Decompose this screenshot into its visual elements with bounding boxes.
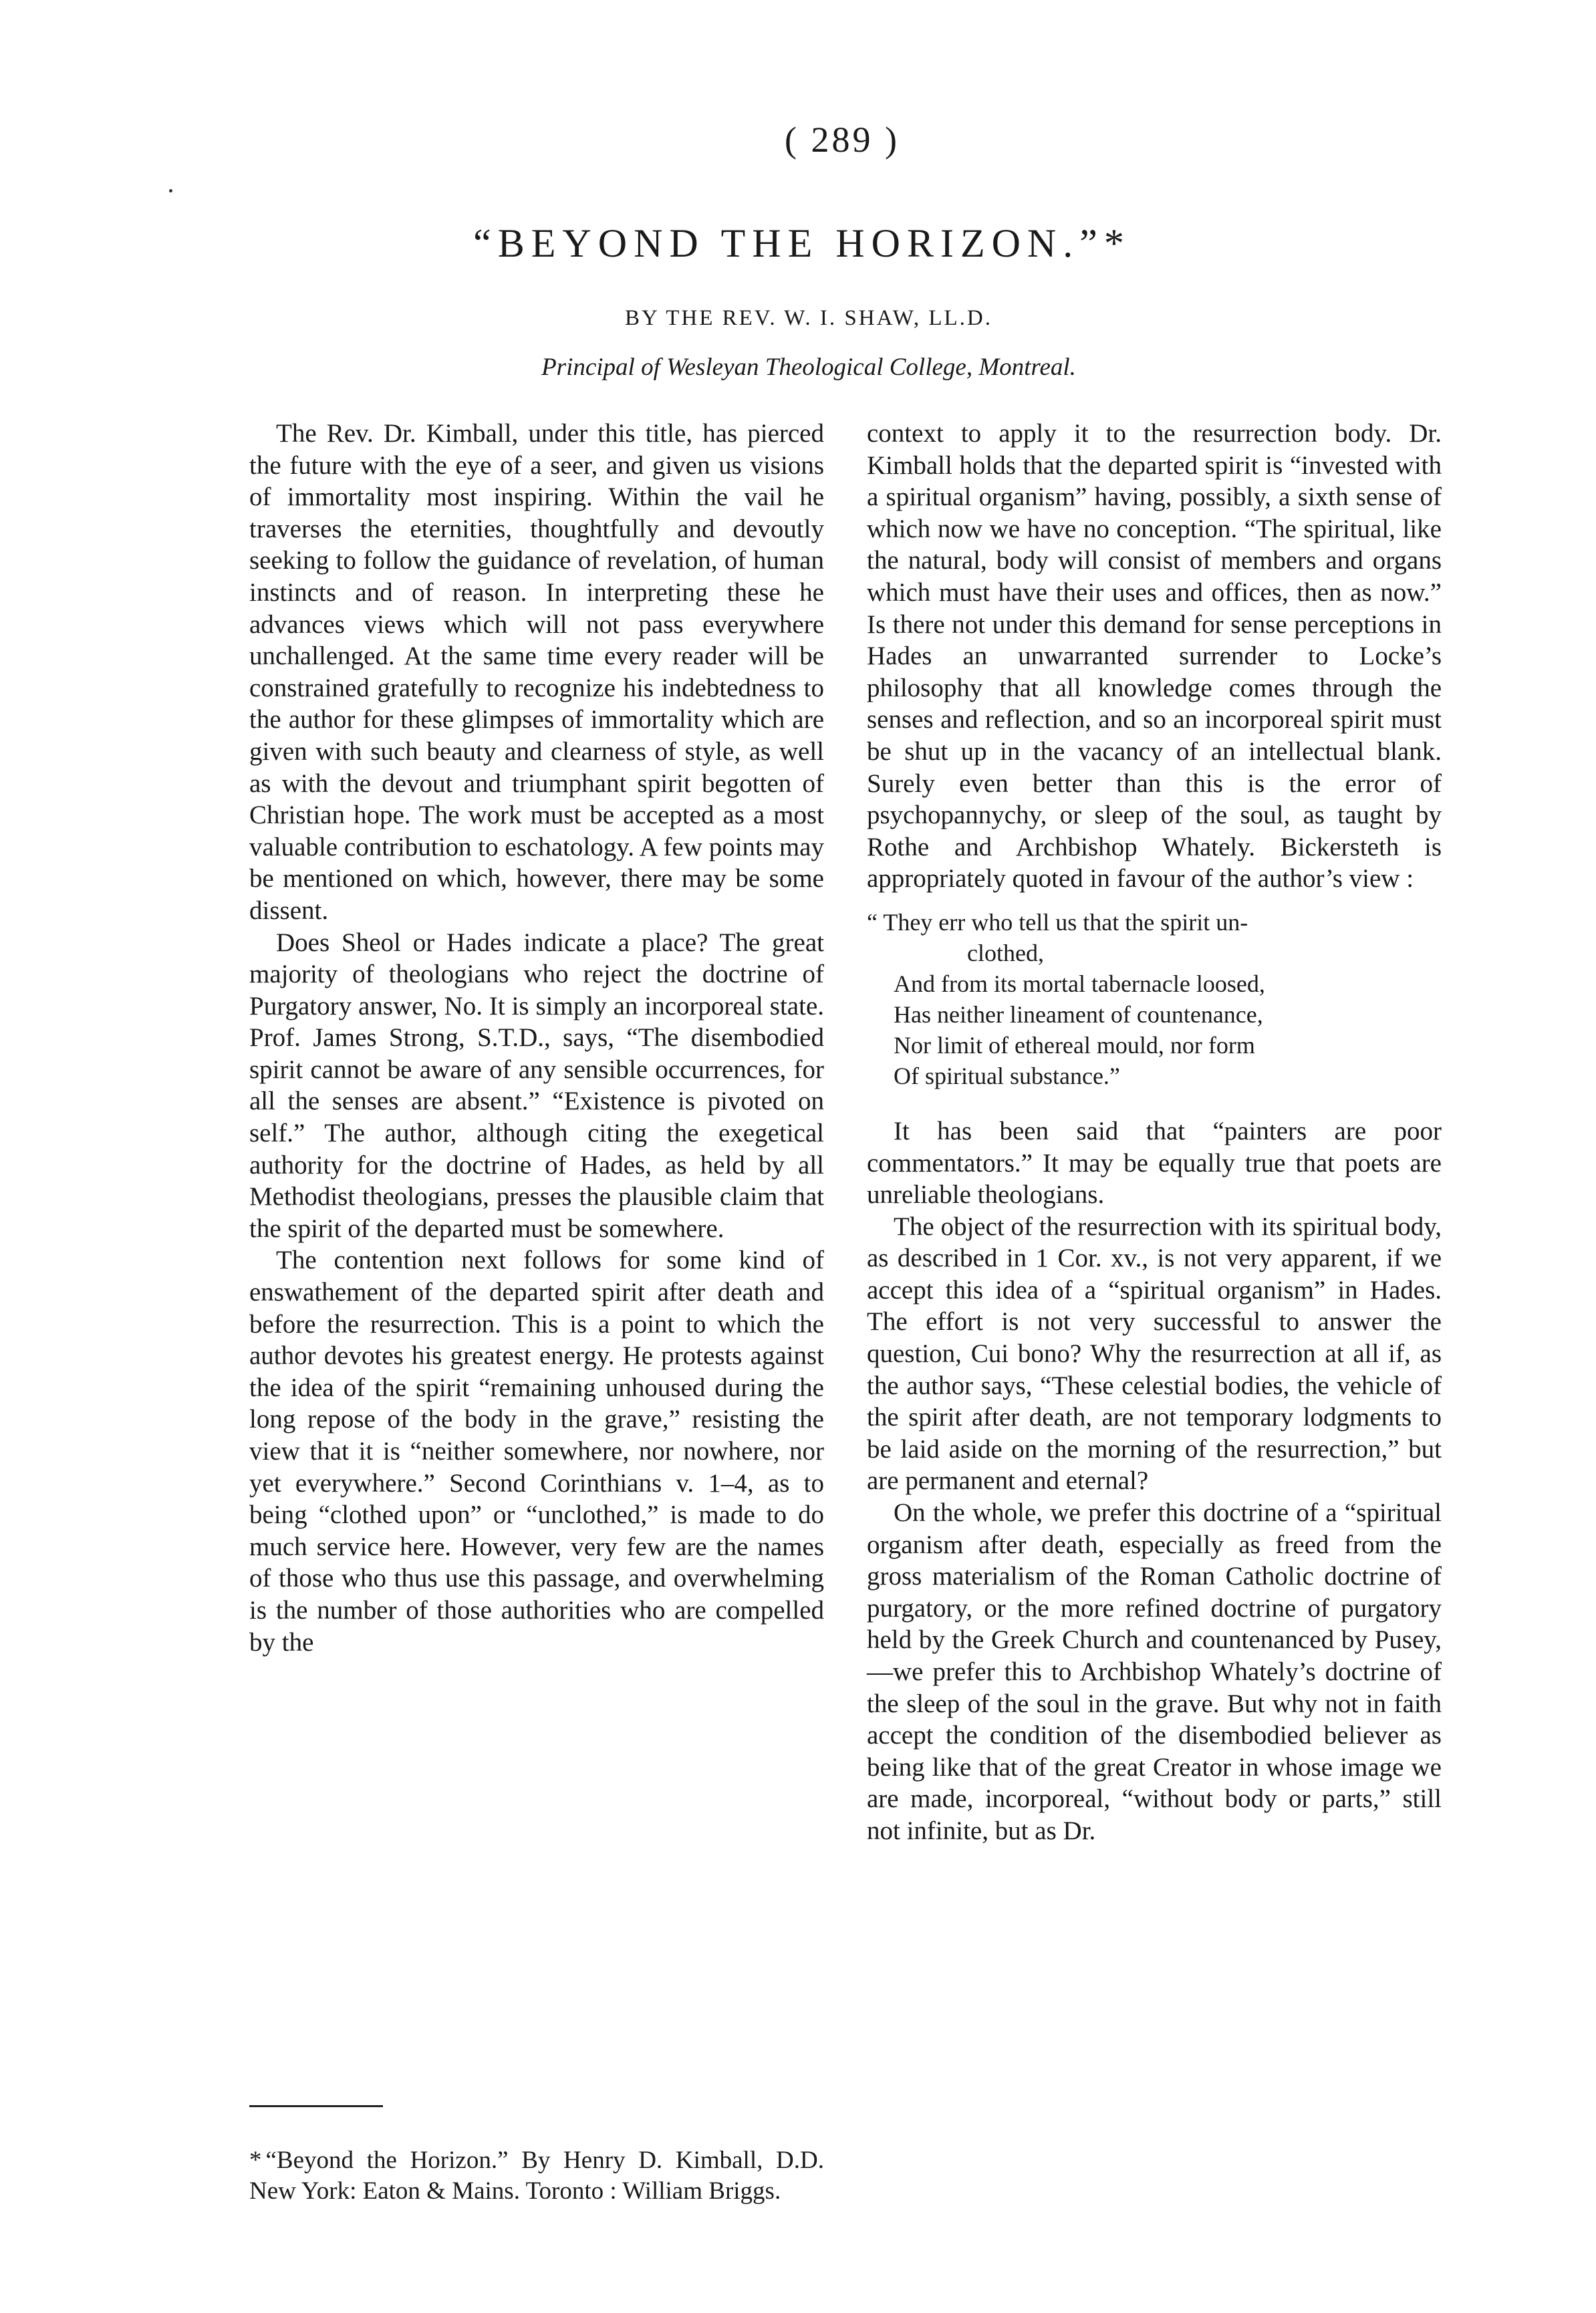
poem-line: Has neither lineament of countenance, (894, 1000, 1263, 1028)
paragraph: context to apply it to the resurrection body. Dr. Kimball holds that the departed spirit is “invested with a spiritual organism” having, possibly, a sixth sense of which now we have no conception. “The spiritual, like the natural, body will consist of members and organs which must have their uses and offices, then as now.” Is there not under this demand for sense perceptions in Hades an unwarranted surrender to Locke’s philosophy that all knowledge comes through the senses and reflection, and so an incorporeal spirit must be shut up in the vacancy of an intellectual blank. Surely even better than this is the error of psychopannychy, or sleep of the soul, as taught by Rothe and Archbishop Whately. Bickersteth is appropriately quoted in favour of the author’s view : (867, 419, 1442, 894)
poem-line: “ They err who tell us that the spirit un- (867, 908, 1248, 936)
left-column (249, 418, 824, 1658)
poem-line: clothed, (967, 939, 1044, 966)
poem-line: Of spiritual substance.” (894, 1062, 1120, 1089)
footnote-mark: * (249, 2147, 262, 2174)
paragraph: The Rev. Dr. Kimball, under this title, has pierced the future with the eye of a seer, and given us visions of immortality most inspiring. Within the vail he traverses the eternities, thoughtfully and devoutly seeking to follow the guidance of revelation, of human instincts and of reason. In interpreting these he advances views which will not pass everywhere unchallenged. At the same time every reader will be constrained gratefully to recognize his indebtedness to the author for these glimpses of immortality which are given with such beauty and clearness of style, as well as with the devout and triumphant spirit begotten of Christian hope. The work must be accepted as a most valuable contribution to eschatology. A few points may be mentioned on which, however, there may be some dissent. (249, 419, 824, 925)
page-number: ( 289 ) (785, 120, 900, 160)
paragraph: The object of the resurrection with its spiritual body, as described in 1 Cor. xv., is not very apparent, if we accept this idea of a “spiritual organism” in Hades. The effort is not very successful to answer the question, Cui bono? Why the resurrection at all if, as the author says, “These celestial bodies, the vehicle of the spirit after death, are not temporary lodgments to be laid aside on the morning of the resurrection,” but are permanent and eternal? (867, 1212, 1442, 1496)
poem-line: And from its mortal tabernacle loosed, (894, 970, 1265, 997)
paragraph: The contention next follows for some kind of enswathement of the departed spirit after death and before the resurrection. This is a point to which the author devotes his greatest energy. He protests against the idea of the spirit “remaining unhoused during the long repose of the body in the grave,” resisting the view that it is “neither somewhere, nor nowhere, nor yet everywhere.” Second Corinthians v. 1–4, as to being “clothed upon” or “unclothed,” is made to do much service here. However, very few are the names of those who thus use this passage, and overwhelming is the number of those authorities who are compelled by the (249, 1246, 824, 1657)
paragraph: On the whole, we prefer this doctrine of a “spiritual organism after death, especially as freed from the gross materialism of the Roman Catholic doctrine of purgatory, or the more refined doctrine of purgatory held by the Greek Church and countenanced by Pusey,—we prefer this to Archbishop Whately’s doctrine of the sleep of the soul in the grave. But why not in faith accept the condition of the disembodied believer as being like that of the great Creator in whose image we are made, incorporeal, “without body or parts,” still not infinite, but as Dr. (867, 1498, 1442, 1845)
quoted-poem (867, 907, 1442, 1091)
author-byline: BY THE REV. W. I. SHAW, LL.D. (624, 306, 993, 330)
right-column (867, 418, 1442, 1847)
author-affiliation: Principal of Wesleyan Theological College, Montreal. (541, 354, 1076, 381)
footnote-divider (249, 2105, 383, 2107)
footnote (249, 2145, 824, 2207)
article-title: “BEYOND THE HORIZON.”* (473, 221, 1131, 265)
poem-line: Nor limit of ethereal mould, nor form (894, 1031, 1255, 1059)
paragraph: It has been said that “painters are poor commentators.” It may be equally true that poets are unreliable theologians. (867, 1116, 1442, 1210)
ink-speck (169, 189, 172, 192)
paragraph: Does Sheol or Hades indicate a place? The great majority of theologians who reject the doctrine of Purgatory answer, No. It is simply an incorporeal state. Prof. James Strong, S.T.D., says, “The disembodied spirit cannot be aware of any sensible occurrences, for all the senses are absent.” “Existence is pivoted on self.” The author, although citing the exegetical authority for the doctrine of Hades, as held by all Methodist theologians, presses the plausible claim that the spirit of the departed must be somewhere. (249, 928, 824, 1243)
footnote-text: “Beyond the Horizon.” By Henry D. Kimball, D.D. New York: Eaton & Mains. Toronto : William Briggs. (249, 2147, 824, 2205)
